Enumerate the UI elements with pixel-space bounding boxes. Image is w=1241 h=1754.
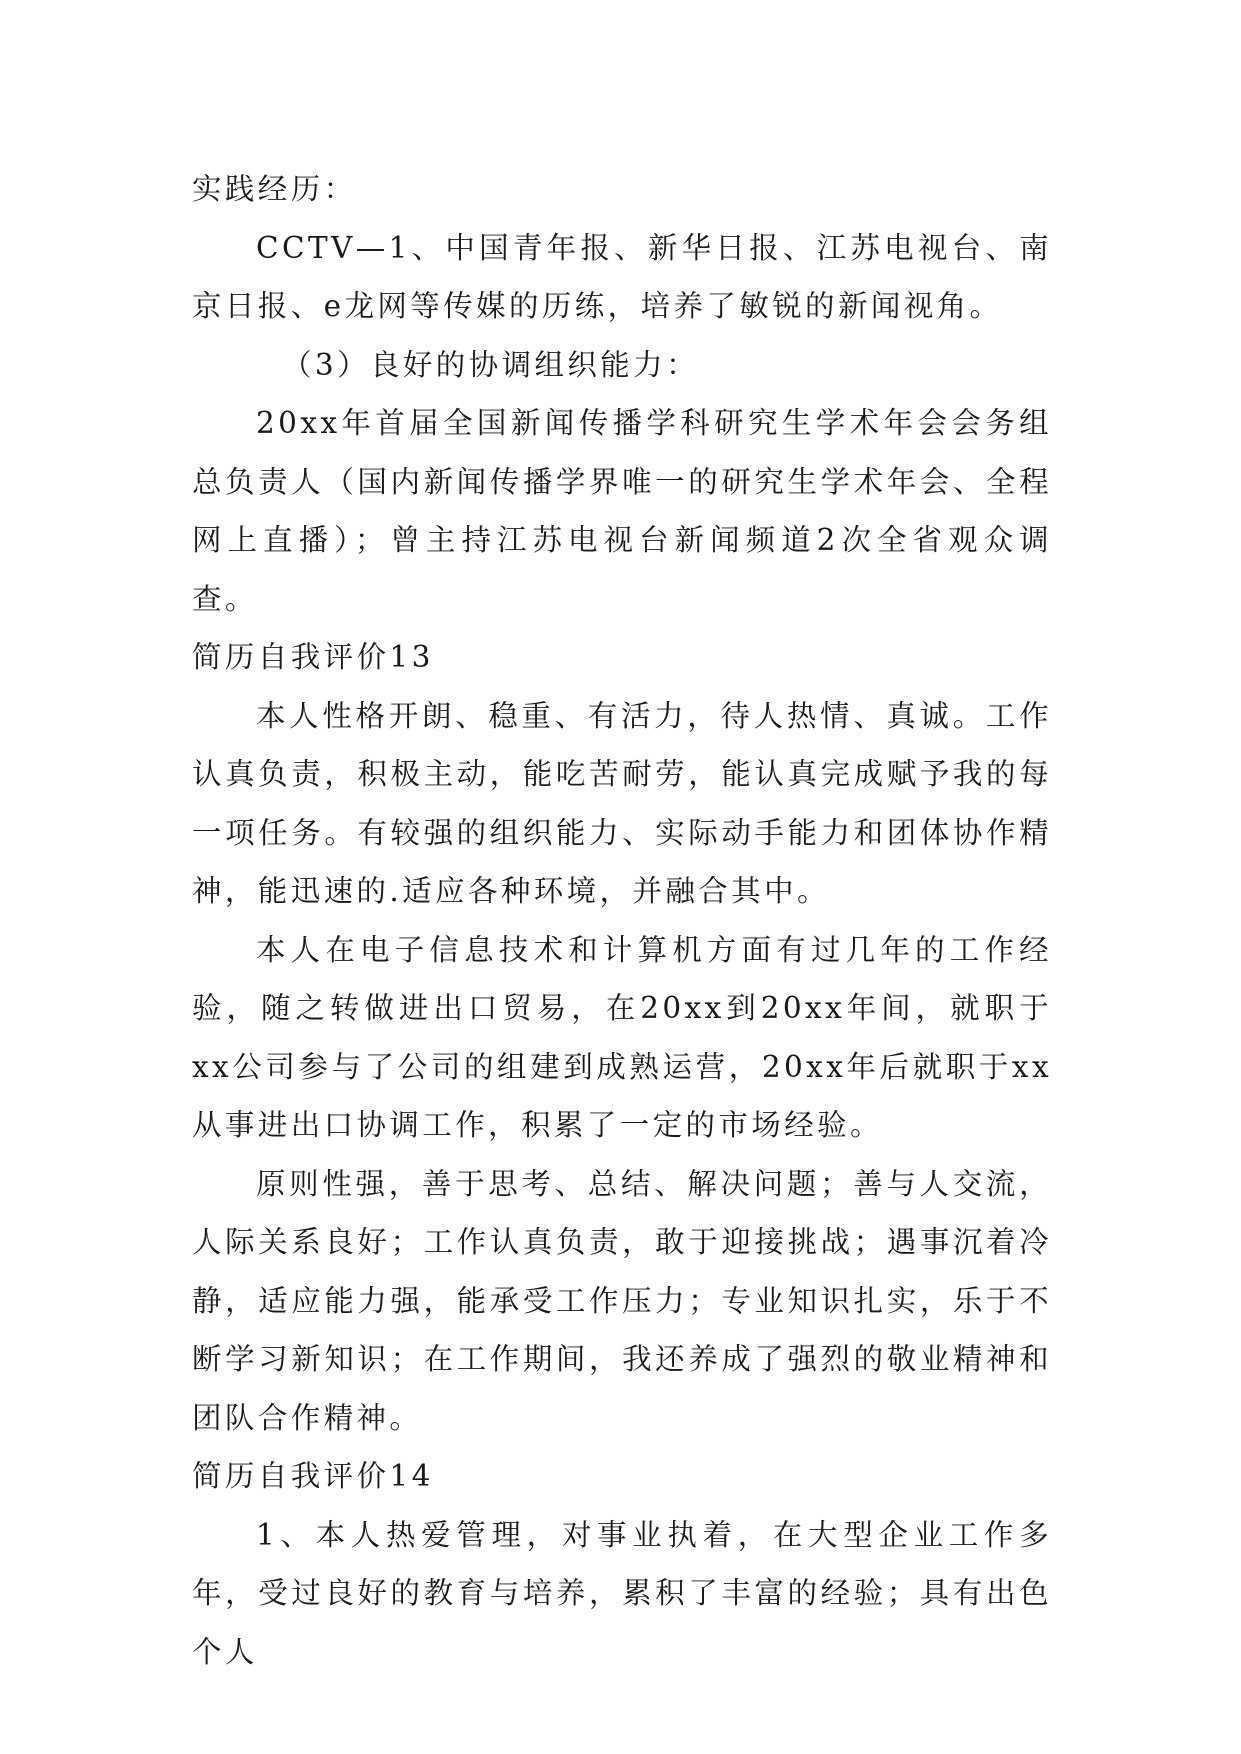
coordination-ability-subheading: （3）良好的协调组织能力： [282, 347, 699, 382]
management-paragraph: 1、本人热爱管理，对事业执着，在大型企业工作多年，受过良好的教育与培养，累积了丰富的经验；具有出色个人 [192, 1517, 1052, 1669]
principles-paragraph: 原则性强，善于思考、总结、解决问题；善与人交流，人际关系良好；工作认真负责，敢于迎接挑战；遇事沉着冷静，适应能力强，能承受工作压力；专业知识扎实，乐于不断学习新知识；在工作期间，我还养成了强烈的敬业精神和团队合作精神。 [192, 1166, 1052, 1435]
self-evaluation-14-heading: 简历自我评价14 [192, 1459, 434, 1493]
personality-paragraph: 本人性格开朗、稳重、有活力，待人热情、真诚。工作认真负责，积极主动，能吃苦耐劳，能认真完成赋予我的每一项任务。有较强的组织能力、实际动手能力和团体协作精神，能迅速的.适应各种环境，并融合其中。 [192, 698, 1052, 908]
document-body [192, 160, 1052, 1681]
work-experience-paragraph: 本人在电子信息技术和计算机方面有过几年的工作经验，随之转做进出口贸易，在20xx到20xx年间，就职于xx公司参与了公司的组建到成熟运营，20xx年后就职于xx从事进出口协调工作，积累了一定的市场经验。 [192, 932, 1052, 1142]
conference-paragraph: 20xx年首届全国新闻传播学科研究生学术年会会务组总负责人（国内新闻传播学界唯一的研究生学术年会、全程网上直播）；曾主持江苏电视台新闻频道2次全省观众调查。 [192, 406, 1052, 616]
self-evaluation-13-heading: 简历自我评价13 [192, 640, 434, 674]
practice-experience-heading: 实践经历： [192, 172, 357, 206]
media-experience-paragraph: CCTV—1、中国青年报、新华日报、江苏电视台、南京日报、e龙网等传媒的历练，培养了敏锐的新闻视角。 [192, 230, 1052, 323]
